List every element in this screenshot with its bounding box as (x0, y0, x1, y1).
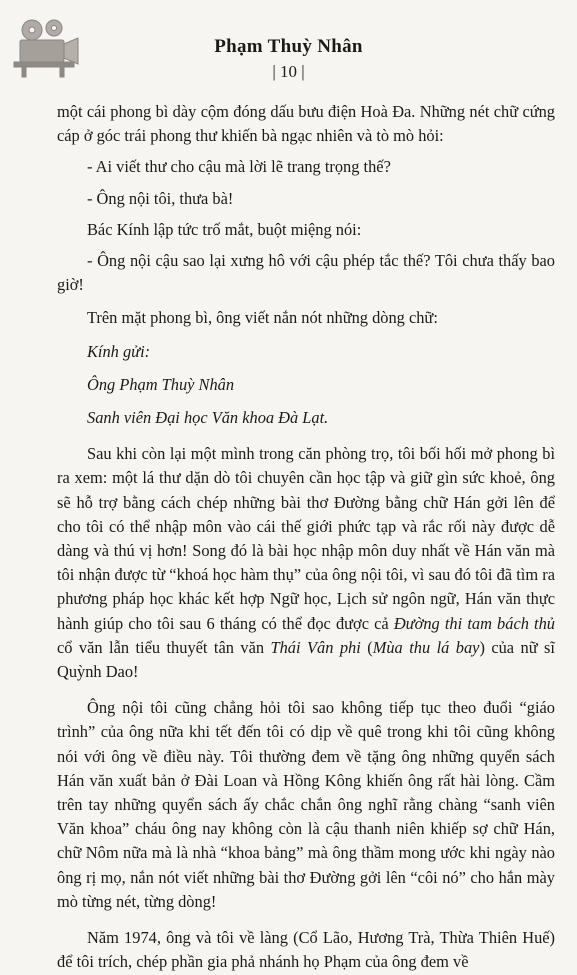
running-header-author: Phạm Thuỳ Nhân (214, 36, 363, 57)
text-run: ( (360, 637, 373, 657)
envelope-line: Ông Phạm Thuỳ Nhân (87, 374, 235, 394)
book-title: Đường thi tam bách thủ (393, 613, 555, 633)
dialogue-line: - Ai viết thư cho cậu mà lời lẽ trang trọng thế? (87, 157, 391, 177)
dialogue-line: - Ông nội cậu sao lại xưng hô với cậu phép tắc thế? Tôi chưa thấy bao giờ! (57, 251, 555, 295)
paragraph: Ông nội tôi cũng chẳng hỏi tôi sao không tiếp tục theo đuổi “giáo trình” của ông nữa khi tết đến tôi có dịp về quê trong khi tôi cũng không nói với ông về điều này. Tôi thường đem về tặng ông những quyển sách Hán văn xuất bản ở Đài Loan và Hồng Kông khiến ông rất hài lòng. Cầm trên tay những quyển sách ấy chắc chắn ông nghĩ rằng chàng “sanh viên Văn khoa” cháu ông nay không còn là cậu thanh niên khiếp sợ chữ Hán, chữ Nôm nữa mà là nhà “khoa bảng” mà ông thầm mong ước khi ngày nào ông rị mọ, nắn nót viết những bài thơ Đường gởi lên “côi nó” cho hắn mày mò từng nét, từng dòng! (57, 698, 555, 911)
paragraph: một cái phong bì dày cộm đóng dấu bưu điện Hoà Đa. Những nét chữ cứng cáp ở góc trái phong thư khiến bà ngạc nhiên và tò mò hỏi: (57, 102, 555, 146)
envelope-line: Kính gửi: (87, 341, 151, 361)
book-title: Thái Vân phi (270, 637, 361, 657)
paragraph: Trên mặt phong bì, ông viết nắn nót những dòng chữ: (87, 308, 438, 328)
page-number: | 10 | (272, 62, 305, 81)
envelope-line: Sanh viên Đại học Văn khoa Đà Lạt. (87, 408, 329, 428)
paragraph (57, 442, 555, 684)
dialogue-line: - Ông nội tôi, thưa bà! (87, 188, 234, 208)
paragraph: Bác Kính lập tức trố mắt, buột miệng nói: (87, 219, 362, 239)
paragraph: Năm 1974, ông và tôi về làng (Cổ Lão, Hương Trà, Thừa Thiên Huế) để tôi trích, chép phần gia phả nhánh họ Phạm của ông đem về (57, 928, 555, 972)
body-text (57, 100, 555, 975)
book-title: Mùa thu lá bay (372, 637, 480, 657)
text-run: cổ văn lẫn tiểu thuyết tân văn (57, 637, 271, 657)
text-run: ) của nữ sĩ Quỳnh Dao! (57, 637, 555, 682)
text-run: Sau khi còn lại một mình trong căn phòng trọ, tôi bối hối mở phong bì ra xem: một lá thư dặn dò tôi chuyên cần học tập và giữ gìn sức khoẻ, ông sẽ hỗ trợ bằng cách chép những bài thơ Đường bằng chữ Hán gởi lên để cho tôi có thể nhập môn vào cái thế giới phức tạp và rắc rối này được dễ dàng và thú vị hơn! Song đó là bài học nhập môn duy nhất về Hán văn mà tôi nhận được từ “khoá học hàm thụ” của ông nội tôi, vì sau đó tôi đã tìm ra phương pháp học khác kết hợp Ngữ học, Lịch sử ngôn ngữ, Hán văn thực hành giúp cho tôi sau 6 tháng có thể đọc được cả (57, 444, 555, 633)
